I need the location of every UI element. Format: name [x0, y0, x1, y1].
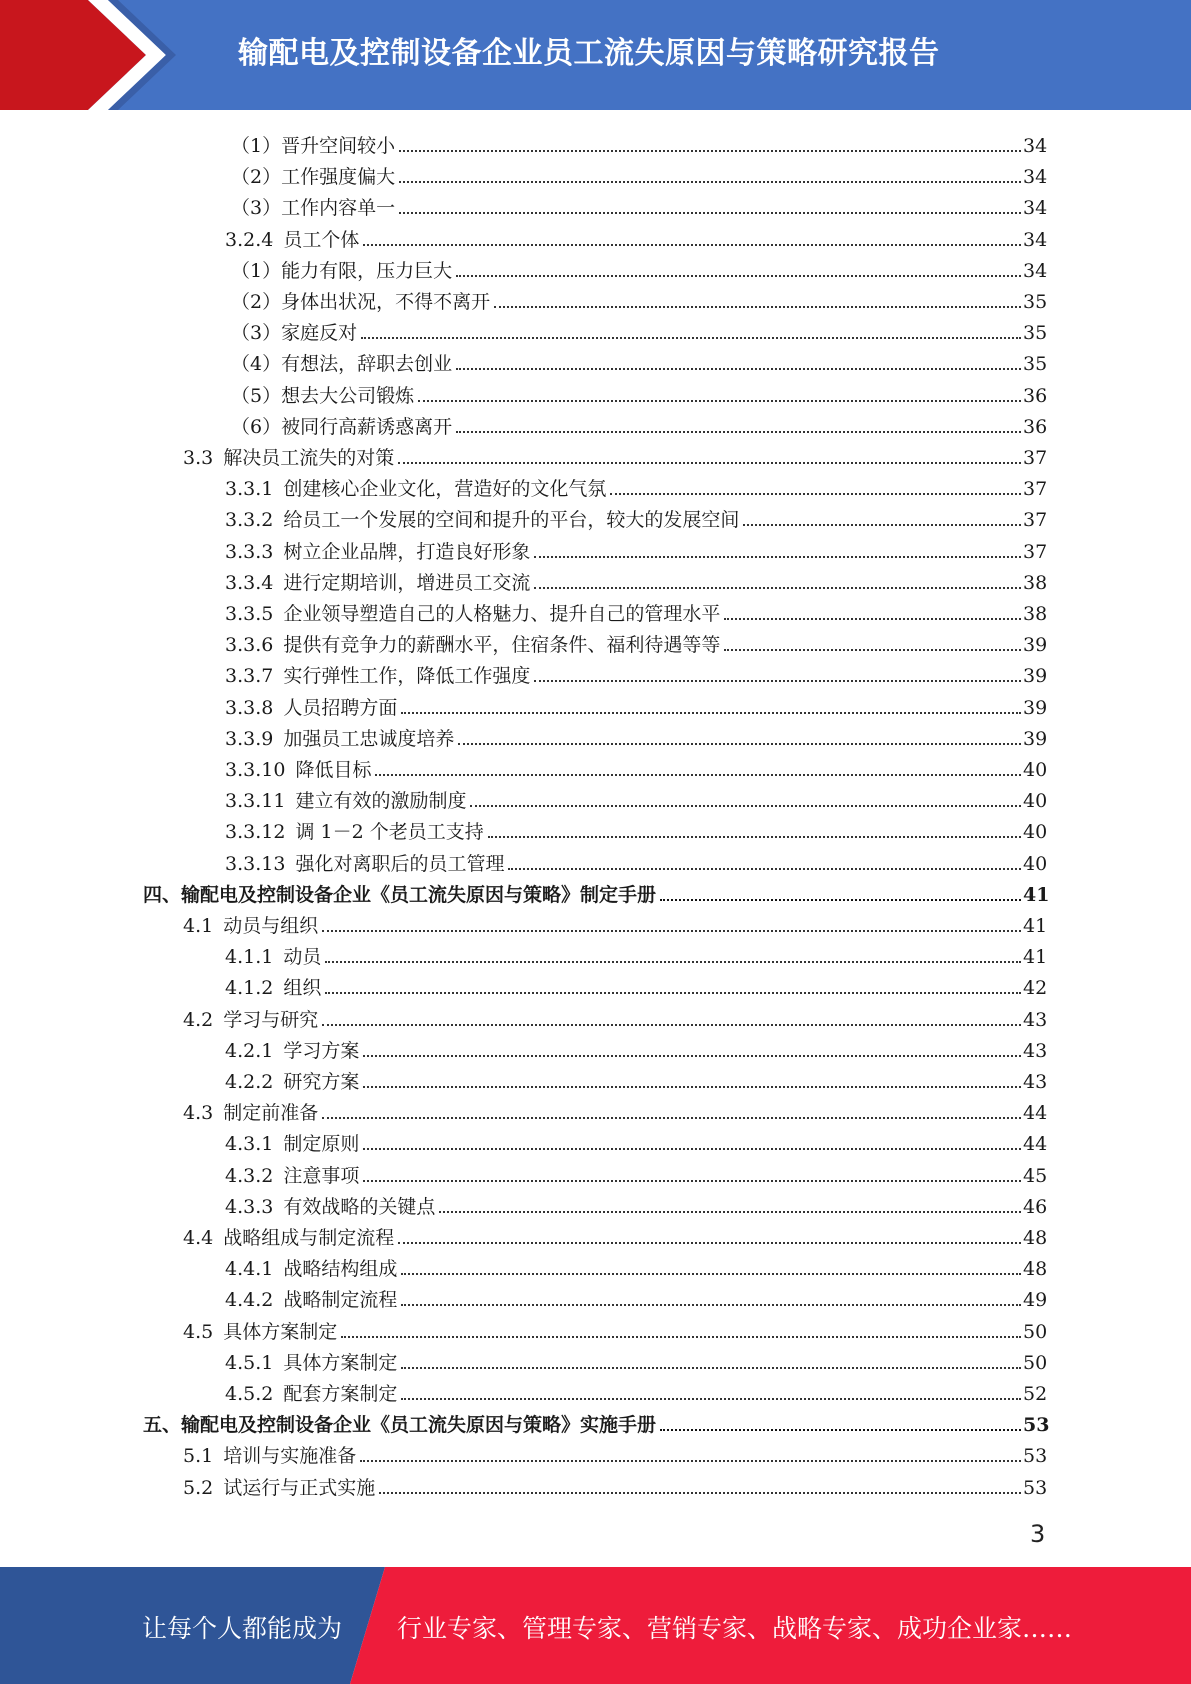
- toc-row[interactable]: [0, 1313, 1191, 1344]
- toc-row[interactable]: [0, 845, 1191, 876]
- toc-entry-title: 具体方案制定: [223, 1320, 338, 1343]
- toc-row[interactable]: [0, 1344, 1191, 1375]
- toc-row[interactable]: [0, 1063, 1191, 1094]
- toc-row[interactable]: [0, 1250, 1191, 1281]
- toc-entry-title: 建立有效的激励制度: [295, 790, 467, 813]
- toc-page-number: 36: [1023, 384, 1048, 407]
- toc-entry: [225, 696, 397, 720]
- toc-entry: [225, 1382, 397, 1406]
- toc-entry-number: 4.1: [183, 915, 214, 937]
- toc-entry-number: 3.3.11: [225, 790, 286, 813]
- footer-banner: [0, 1567, 1191, 1684]
- toc-entry: [225, 1164, 359, 1188]
- toc-row[interactable]: [0, 189, 1191, 220]
- toc-entry-title: 想去大公司锻炼: [281, 384, 415, 407]
- toc-entry-title: 有想法，辞职去创业: [281, 353, 453, 376]
- toc-page-number: 39: [1023, 634, 1048, 657]
- toc-entry-title: 制定原则: [283, 1133, 360, 1156]
- toc-row[interactable]: [0, 1157, 1191, 1188]
- toc-entry-title: 有效战略的关键点: [283, 1195, 436, 1218]
- toc-page-number: 43: [1023, 1039, 1048, 1062]
- toc-entry-number: （4）: [231, 353, 282, 376]
- toc-dot-leader: [534, 587, 1021, 589]
- toc-row[interactable]: [0, 501, 1191, 532]
- toc-entry: [225, 1288, 397, 1312]
- toc-entry-number: 3.3.3: [225, 540, 274, 563]
- toc-dot-leader: [610, 493, 1021, 495]
- toc-page-number: 41: [1023, 883, 1050, 906]
- toc-dot-leader: [401, 1367, 1021, 1369]
- toc-dot-leader: [360, 1460, 1021, 1462]
- toc-entry: [183, 914, 318, 938]
- toc-dot-leader: [375, 774, 1021, 776]
- toc-entry: [225, 1257, 397, 1281]
- toc-page-number: 50: [1023, 1351, 1048, 1374]
- toc-dot-leader: [322, 930, 1021, 932]
- toc-dot-leader: [401, 1273, 1021, 1275]
- page-number: 3: [1030, 1520, 1046, 1548]
- toc-entry-number: （3）: [231, 197, 282, 220]
- toc-entry-number: （5）: [231, 384, 282, 407]
- toc-entry-number: （6）: [231, 415, 282, 438]
- toc-page-number: 35: [1023, 291, 1048, 313]
- toc-page-number: 34: [1023, 259, 1048, 282]
- toc-entry-title: 工作内容单一: [281, 197, 396, 220]
- toc-entry-title: 战略制定流程: [283, 1289, 398, 1312]
- toc-page-number: 41: [1023, 946, 1048, 969]
- toc-entry: [231, 384, 414, 408]
- toc-entry-title: 树立企业品牌，打造良好形象: [283, 540, 531, 563]
- toc-entry-number: 3.3.13: [225, 852, 286, 875]
- toc-row[interactable]: [0, 876, 1191, 907]
- toc-entry-number: 3.3: [183, 447, 214, 469]
- toc-entry-number: 4.1.1: [225, 946, 274, 969]
- toc-entry: [231, 290, 490, 314]
- toc-page-number: 35: [1023, 353, 1048, 376]
- toc-entry-title: 身体出状况，不得不离开: [281, 291, 491, 313]
- toc-dot-leader: [494, 306, 1021, 308]
- toc-entry-number: 3.3.7: [225, 665, 274, 688]
- toc-entry: [231, 415, 452, 439]
- toc-dot-leader: [508, 868, 1021, 870]
- toc-entry-title: 输配电及控制设备企业《员工流失原因与策略》实施手册: [181, 1414, 657, 1437]
- toc-entry-number: 4.3.3: [225, 1195, 274, 1218]
- toc-row[interactable]: [0, 626, 1191, 657]
- toc-page-number: 39: [1023, 727, 1048, 750]
- toc-dot-leader: [418, 400, 1021, 402]
- header-banner: [0, 0, 1191, 110]
- toc-entry-title: 实行弹性工作，降低工作强度: [283, 665, 531, 688]
- toc-page-number: 52: [1023, 1383, 1048, 1405]
- toc-entry: [143, 1413, 656, 1437]
- toc-entry-number: 3.3.2: [225, 509, 274, 532]
- toc-page-number: 42: [1023, 977, 1048, 1000]
- toc-dot-leader: [399, 150, 1021, 152]
- toc-entry-title: 强化对离职后的员工管理: [295, 852, 505, 875]
- toc-page-number: 34: [1023, 166, 1048, 189]
- toc-dot-leader: [534, 556, 1021, 558]
- toc-dot-leader: [724, 649, 1021, 651]
- toc-page-number: 53: [1023, 1476, 1048, 1499]
- toc-entry-number: 4.2.1: [225, 1039, 274, 1062]
- toc-dot-leader: [325, 961, 1021, 963]
- footer-slogan-left: 让每个人都能成为: [142, 1614, 343, 1643]
- toc-entry: [183, 1226, 394, 1250]
- toc-dot-leader: [363, 1055, 1021, 1057]
- toc-entry-number: 4.1.2: [225, 977, 274, 1000]
- toc-entry-title: 试运行与正式实施: [223, 1476, 376, 1499]
- toc-dot-leader: [398, 462, 1021, 464]
- toc-dot-leader: [401, 1304, 1021, 1306]
- toc-dot-leader: [363, 1086, 1021, 1088]
- toc-entry: [225, 602, 720, 626]
- toc-entry-number: 3.2.4: [225, 228, 274, 251]
- toc-entry: [231, 321, 357, 345]
- toc-entry-title: 输配电及控制设备企业《员工流失原因与策略》制定手册: [181, 883, 657, 906]
- toc-entry-number: 四、: [143, 883, 182, 906]
- toc-row[interactable]: [0, 221, 1191, 252]
- toc-row[interactable]: [0, 470, 1191, 501]
- toc-dot-leader: [401, 1398, 1021, 1400]
- toc-entry: [183, 1444, 356, 1468]
- toc-dot-leader: [322, 1024, 1021, 1026]
- toc-entry: [225, 508, 739, 532]
- toc-row[interactable]: [0, 689, 1191, 720]
- toc-entry-title: 战略组成与制定流程: [223, 1227, 395, 1249]
- toc-entry-title: 调 1－2 个老员工支持: [295, 821, 484, 844]
- toc-entry: [231, 196, 395, 220]
- toc-dot-leader: [363, 1148, 1021, 1150]
- toc-page-number: 38: [1023, 603, 1048, 625]
- toc-entry: [225, 477, 606, 501]
- toc-entry: [225, 727, 454, 751]
- toc-page-number: 45: [1023, 1164, 1048, 1187]
- toc-page-number: 37: [1023, 509, 1048, 532]
- toc-entry-title: 人员招聘方面: [283, 696, 398, 719]
- toc-entry-title: 进行定期培训，增进员工交流: [283, 571, 531, 594]
- toc-entry-title: 制定前准备: [223, 1102, 319, 1125]
- toc-row[interactable]: [0, 595, 1191, 626]
- toc-dot-leader: [398, 1242, 1021, 1244]
- toc-entry-title: 创建核心企业文化，营造好的文化气氛: [283, 478, 607, 501]
- toc-dot-leader: [399, 181, 1021, 183]
- toc-row[interactable]: [0, 127, 1191, 158]
- toc-entry: [183, 1476, 375, 1500]
- toc-entry: [225, 540, 530, 564]
- toc-dot-leader: [456, 368, 1021, 370]
- toc-entry-title: 注意事项: [283, 1164, 360, 1187]
- toc-entry-number: 3.3.6: [225, 634, 274, 657]
- toc-entry: [231, 259, 452, 283]
- toc-row[interactable]: [0, 345, 1191, 376]
- toc-entry-number: 3.3.5: [225, 603, 274, 625]
- toc-page-number: 40: [1023, 759, 1048, 781]
- toc-dot-leader: [439, 1211, 1021, 1213]
- toc-entry-title: 配套方案制定: [283, 1383, 398, 1405]
- toc-dot-leader: [660, 899, 1021, 901]
- toc-page-number: 37: [1023, 447, 1048, 469]
- toc-entry-title: 具体方案制定: [283, 1351, 398, 1374]
- toc-dot-leader: [379, 1492, 1021, 1494]
- toc-entry-number: 3.3.9: [225, 727, 274, 750]
- toc-row[interactable]: [0, 1219, 1191, 1250]
- toc-entry-number: 4.4.1: [225, 1258, 274, 1281]
- toc-page-number: 48: [1023, 1258, 1048, 1281]
- toc-page-number: 37: [1023, 540, 1048, 563]
- toc-row[interactable]: [0, 158, 1191, 189]
- toc-page-number: 53: [1023, 1445, 1048, 1468]
- toc-entry: [225, 820, 484, 844]
- toc-entry: [225, 664, 530, 688]
- toc-entry: [231, 165, 395, 189]
- toc-entry-title: 动员与组织: [223, 915, 319, 937]
- toc-entry-title: 组织: [283, 977, 322, 1000]
- toc-dot-leader: [361, 337, 1021, 339]
- toc-dot-leader: [322, 1117, 1021, 1119]
- toc-row[interactable]: [0, 1375, 1191, 1406]
- toc-page-number: 39: [1023, 696, 1048, 719]
- toc-entry-title: 能力有限，压力巨大: [281, 259, 453, 282]
- toc-entry-number: （1）: [231, 135, 282, 157]
- toc-row[interactable]: [0, 1437, 1191, 1468]
- toc-entry-title: 企业领导塑造自己的人格魅力、提升自己的管理水平: [283, 603, 721, 625]
- toc-row[interactable]: [0, 657, 1191, 688]
- toc-entry-title: 给员工一个发展的空间和提升的平台，较大的发展空间: [283, 509, 740, 532]
- toc-row[interactable]: [0, 751, 1191, 782]
- toc-entry-number: 3.3.8: [225, 696, 274, 719]
- footer-slogan-right: 行业专家、管理专家、营销专家、战略专家、成功企业家……: [397, 1614, 1073, 1643]
- toc-dot-leader: [363, 1180, 1021, 1182]
- toc-entry: [183, 446, 394, 470]
- toc-row[interactable]: [0, 969, 1191, 1000]
- toc-dot-leader: [341, 1336, 1021, 1338]
- toc-page-number: 38: [1023, 571, 1048, 594]
- toc-entry-title: 被同行高薪诱惑离开: [281, 415, 453, 438]
- toc-row[interactable]: [0, 1469, 1191, 1500]
- toc-entry-number: 4.2.2: [225, 1071, 274, 1093]
- toc-dot-leader: [743, 524, 1021, 526]
- toc-entry-title: 家庭反对: [281, 322, 358, 345]
- toc-entry-title: 工作强度偏大: [281, 166, 396, 189]
- toc-dot-leader: [724, 618, 1021, 620]
- toc-entry: [225, 633, 720, 657]
- toc-entry-number: （2）: [231, 166, 282, 189]
- toc-entry: [225, 228, 359, 252]
- toc-dot-leader: [399, 212, 1021, 214]
- toc-entry-number: 5.2: [183, 1476, 214, 1499]
- toc-row[interactable]: [0, 377, 1191, 408]
- toc-row[interactable]: [0, 938, 1191, 969]
- toc-row[interactable]: [0, 1001, 1191, 1032]
- toc-entry: [225, 571, 530, 595]
- toc-entry-number: 3.3.12: [225, 821, 286, 844]
- toc-entry-title: 解决员工流失的对策: [223, 447, 395, 469]
- toc-page-number: 41: [1023, 915, 1048, 937]
- toc-entry: [225, 1351, 397, 1375]
- toc-entry-number: 4.5.2: [225, 1383, 274, 1405]
- toc-entry-number: 4.5: [183, 1320, 214, 1343]
- toc-entry-number: 五、: [143, 1414, 182, 1437]
- toc-entry-title: 培训与实施准备: [223, 1445, 357, 1468]
- toc-page-number: 34: [1023, 197, 1048, 220]
- toc-entry-title: 动员: [283, 946, 322, 969]
- toc-entry: [231, 352, 452, 376]
- toc-row[interactable]: [0, 314, 1191, 345]
- toc-row[interactable]: [0, 782, 1191, 813]
- toc-page-number: 40: [1023, 790, 1048, 813]
- toc-entry-title: 降低目标: [295, 759, 372, 781]
- toc-entry-number: 3.3.1: [225, 478, 274, 501]
- toc-entry: [225, 945, 321, 969]
- toc-entry: [225, 976, 321, 1000]
- toc-page-number: 44: [1023, 1133, 1048, 1156]
- toc-entry: [225, 758, 371, 782]
- toc-entry-number: 3.3.10: [225, 759, 286, 781]
- toc-entry: [231, 134, 395, 158]
- toc-dot-leader: [363, 244, 1021, 246]
- toc-page-number: 43: [1023, 1008, 1048, 1031]
- toc-row[interactable]: [0, 813, 1191, 844]
- toc-entry: [225, 1070, 359, 1094]
- toc-entry-number: （1）: [231, 259, 282, 282]
- toc-dot-leader: [401, 712, 1021, 714]
- toc-entry-title: 研究方案: [283, 1071, 360, 1093]
- toc-dot-leader: [458, 743, 1021, 745]
- toc-row[interactable]: [0, 1406, 1191, 1437]
- toc-row[interactable]: [0, 408, 1191, 439]
- toc-entry-number: （3）: [231, 322, 282, 345]
- toc-entry-number: 4.3.1: [225, 1133, 274, 1156]
- toc-row[interactable]: [0, 907, 1191, 938]
- toc-entry-title: 战略结构组成: [283, 1258, 398, 1281]
- toc-entry: [225, 1039, 359, 1063]
- toc-entry: [183, 1101, 318, 1125]
- toc-dot-leader: [488, 836, 1021, 838]
- toc-entry-title: 加强员工忠诚度培养: [283, 727, 455, 750]
- toc-entry-title: 学习与研究: [223, 1008, 319, 1031]
- toc-row[interactable]: [0, 283, 1191, 314]
- toc-page-number: 48: [1023, 1227, 1048, 1249]
- toc-page-number: 40: [1023, 821, 1048, 844]
- toc-page-number: 37: [1023, 478, 1048, 501]
- header-title: 输配电及控制设备企业员工流失原因与策略研究报告: [238, 36, 940, 71]
- toc-page-number: 34: [1023, 228, 1048, 251]
- toc-dot-leader: [325, 992, 1021, 994]
- toc-entry-number: 4.2: [183, 1008, 214, 1031]
- toc-page-number: 34: [1023, 135, 1048, 157]
- toc-entry-number: （2）: [231, 291, 282, 313]
- toc-dot-leader: [470, 805, 1021, 807]
- toc-row[interactable]: [0, 720, 1191, 751]
- toc-page-number: 35: [1023, 322, 1048, 345]
- toc-dot-leader: [456, 431, 1021, 433]
- toc-entry: [183, 1320, 337, 1344]
- toc-row[interactable]: [0, 439, 1191, 470]
- toc-page-number: 43: [1023, 1071, 1048, 1093]
- toc-row[interactable]: [0, 1281, 1191, 1312]
- toc-entry: [225, 1195, 435, 1219]
- toc-entry-number: 4.3.2: [225, 1164, 274, 1187]
- toc-row[interactable]: [0, 252, 1191, 283]
- toc-row[interactable]: [0, 533, 1191, 564]
- toc-page-number: 36: [1023, 415, 1048, 438]
- toc-page-number: 46: [1023, 1195, 1048, 1218]
- toc-entry-number: 5.1: [183, 1445, 214, 1468]
- toc-entry-title: 员工个体: [283, 228, 360, 251]
- toc-dot-leader: [456, 275, 1021, 277]
- toc-page-number: 49: [1023, 1289, 1048, 1312]
- toc-entry: [183, 1008, 318, 1032]
- toc-row[interactable]: [0, 1188, 1191, 1219]
- toc-row[interactable]: [0, 1032, 1191, 1063]
- toc-entry: [225, 789, 466, 813]
- toc-entry-number: 4.4: [183, 1227, 214, 1249]
- toc-entry-number: 3.3.4: [225, 571, 274, 594]
- toc-dot-leader: [660, 1429, 1021, 1431]
- toc-row[interactable]: [0, 564, 1191, 595]
- toc-page-number: 50: [1023, 1320, 1048, 1343]
- toc-page-number: 39: [1023, 665, 1048, 688]
- toc-row[interactable]: [0, 1125, 1191, 1156]
- toc-entry-title: 学习方案: [283, 1039, 360, 1062]
- toc-entry-title: 提供有竞争力的薪酬水平，住宿条件、福利待遇等等: [283, 634, 721, 657]
- toc-entry-number: 4.3: [183, 1102, 214, 1125]
- toc-page-number: 40: [1023, 852, 1048, 875]
- toc-entry-number: 4.5.1: [225, 1351, 274, 1374]
- toc-entry-title: 晋升空间较小: [281, 135, 396, 157]
- toc-page-number: 53: [1023, 1414, 1050, 1437]
- toc-entry-number: 4.4.2: [225, 1289, 274, 1312]
- toc-entry: [225, 1132, 359, 1156]
- toc-entry: [143, 883, 656, 907]
- toc-page-number: 44: [1023, 1102, 1048, 1125]
- toc-row[interactable]: [0, 1094, 1191, 1125]
- toc-dot-leader: [534, 680, 1021, 682]
- toc-entry: [225, 852, 504, 876]
